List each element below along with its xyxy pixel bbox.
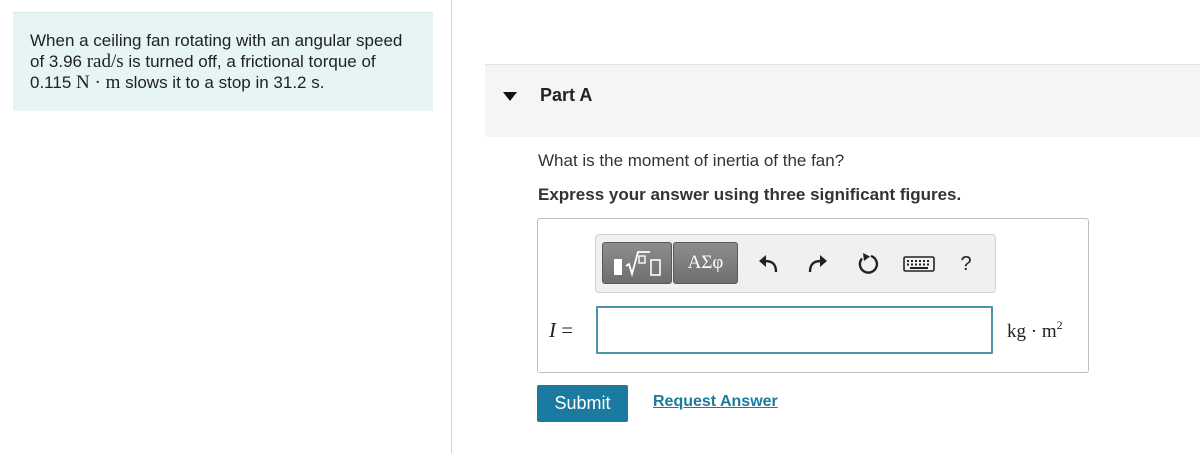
unit-exponent: 2 bbox=[1056, 318, 1063, 332]
answer-units bbox=[1007, 318, 1063, 343]
templates-icon bbox=[611, 249, 663, 277]
problem-line-2a: of 3.96 bbox=[30, 52, 87, 71]
collapse-caret-icon[interactable] bbox=[503, 92, 517, 101]
part-a-header[interactable] bbox=[485, 64, 1200, 137]
problem-statement bbox=[13, 12, 433, 111]
problem-line-1: When a ceiling fan rotating with an angular speed bbox=[30, 31, 403, 50]
request-answer-link[interactable]: Request Answer bbox=[653, 393, 778, 410]
answer-variable-label bbox=[549, 318, 573, 343]
part-title: Part A bbox=[540, 85, 593, 105]
problem-line-3a: 0.115 bbox=[30, 73, 77, 92]
instruction-text: Express your answer using three significant figures. bbox=[538, 185, 962, 204]
templates-button[interactable] bbox=[602, 242, 672, 284]
answer-input[interactable] bbox=[596, 306, 993, 354]
question-text: What is the moment of inertia of the fan? bbox=[538, 151, 845, 170]
help-icon[interactable]: ? bbox=[960, 252, 972, 275]
column-divider bbox=[451, 0, 452, 453]
problem-line-2b: is turned off, a frictional torque of bbox=[123, 52, 376, 71]
variable-symbol: I bbox=[549, 318, 556, 342]
math-toolbar bbox=[595, 234, 996, 293]
greek-symbols-button[interactable]: ΑΣφ bbox=[673, 242, 738, 284]
redo-icon[interactable] bbox=[803, 249, 833, 279]
problem-line-3b: slows it to a stop in 31.2 s. bbox=[120, 73, 325, 92]
reset-icon[interactable] bbox=[853, 249, 883, 279]
submit-button[interactable]: Submit bbox=[537, 385, 628, 422]
undo-icon[interactable] bbox=[753, 249, 783, 279]
equals-sign: = bbox=[561, 318, 574, 342]
unit-base: kg · m bbox=[1007, 321, 1057, 342]
torque-unit: N · m bbox=[76, 72, 121, 93]
problem-line-3 bbox=[30, 72, 415, 93]
angular-speed-unit: rad/s bbox=[86, 51, 124, 72]
problem-line-2 bbox=[30, 51, 415, 72]
keyboard-icon[interactable] bbox=[902, 249, 936, 279]
